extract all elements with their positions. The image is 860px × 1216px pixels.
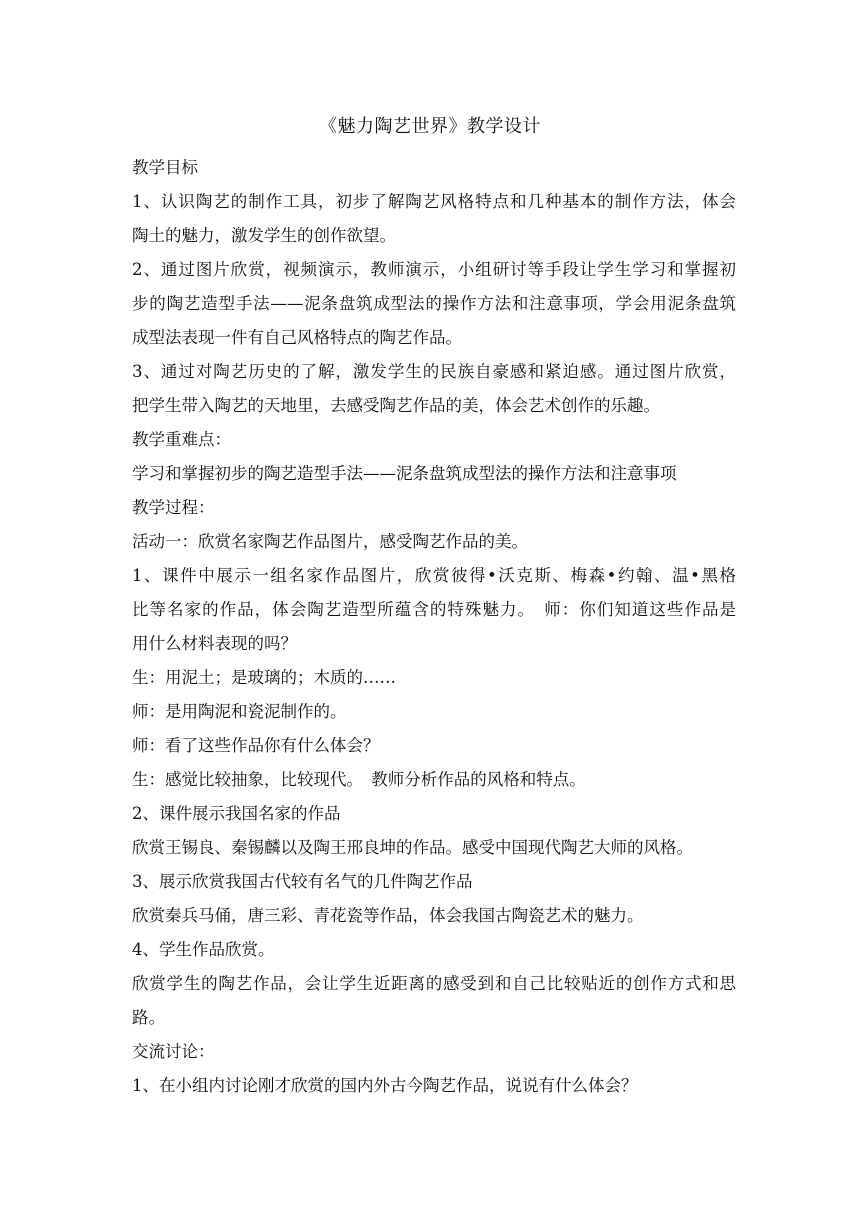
paragraph-line: 欣赏王锡良、秦锡麟以及陶王邢良坤的作品。感受中国现代陶艺大师的风格。 — [132, 838, 693, 857]
paragraph-line: 1、认识陶艺的制作工具，初步了解陶艺风格特点和几种基本的制作方法，体会 — [132, 192, 736, 211]
paragraph-line: 师：看了这些作品你有什么体会？ — [132, 736, 380, 755]
section-heading-key-points: 教学重难点： — [132, 430, 231, 449]
paragraph-line: 学习和掌握初步的陶艺造型手法——泥条盘筑成型法的操作方法和注意事项 — [132, 464, 677, 483]
document-body — [132, 151, 736, 1103]
document-title: 《魅力陶艺世界》教学设计 — [319, 116, 541, 137]
paragraph-line: 2、课件展示我国名家的作品 — [132, 804, 341, 823]
paragraph-line: 比等名家的作品，体会陶艺造型所蕴含的特殊魅力。 师：你们知道这些作品是 — [132, 600, 736, 619]
paragraph-line: 师：是用陶泥和瓷泥制作的。 — [132, 702, 347, 721]
section-heading-objectives: 教学目标 — [132, 158, 198, 177]
paragraph-line: 1、课件中展示一组名家作品图片，欣赏彼得•沃克斯、梅森•约翰、温•黑格 — [132, 566, 736, 585]
paragraph-line: 4、学生作品欣赏。 — [132, 940, 275, 959]
paragraph-line: 生：感觉比较抽象，比较现代。 教师分析作品的风格和特点。 — [132, 770, 586, 789]
paragraph-line: 欣赏学生的陶艺作品，会让学生近距离的感受到和自己比较贴近的创作方式和思 — [132, 974, 736, 993]
paragraph-line: 2、通过图片欣赏，视频演示，教师演示，小组研讨等手段让学生学习和掌握初 — [132, 260, 736, 279]
paragraph-line: 用什么材料表现的吗？ — [132, 634, 297, 653]
paragraph-line: 3、通过对陶艺历史的了解，激发学生的民族自豪感和紧迫感。通过图片欣赏， — [132, 362, 736, 381]
paragraph-line: 生：用泥土；是玻璃的；木质的…… — [132, 668, 396, 687]
paragraph-line: 成型法表现一件有自己风格特点的陶艺作品。 — [132, 328, 462, 347]
section-heading-process: 教学过程： — [132, 498, 215, 517]
paragraph-line: 1、在小组内讨论刚才欣赏的国内外古今陶艺作品，说说有什么体会？ — [132, 1076, 638, 1095]
paragraph-line: 3、展示欣赏我国古代较有名气的几件陶艺作品 — [132, 872, 473, 891]
paragraph-line: 步的陶艺造型手法——泥条盘筑成型法的操作方法和注意事项，学会用泥条盘筑 — [132, 294, 736, 313]
paragraph-line: 路。 — [132, 1008, 165, 1027]
paragraph-line: 欣赏秦兵马俑，唐三彩、青花瓷等作品，体会我国古陶瓷艺术的魅力。 — [132, 906, 644, 925]
paragraph-line: 把学生带入陶艺的天地里，去感受陶艺作品的美，体会艺术创作的乐趣。 — [132, 396, 660, 415]
section-heading-discussion: 交流讨论： — [132, 1042, 215, 1061]
paragraph-line: 陶土的魅力，激发学生的创作欲望。 — [132, 226, 396, 245]
paragraph-line: 活动一：欣赏名家陶艺作品图片，感受陶艺作品的美。 — [132, 532, 528, 551]
